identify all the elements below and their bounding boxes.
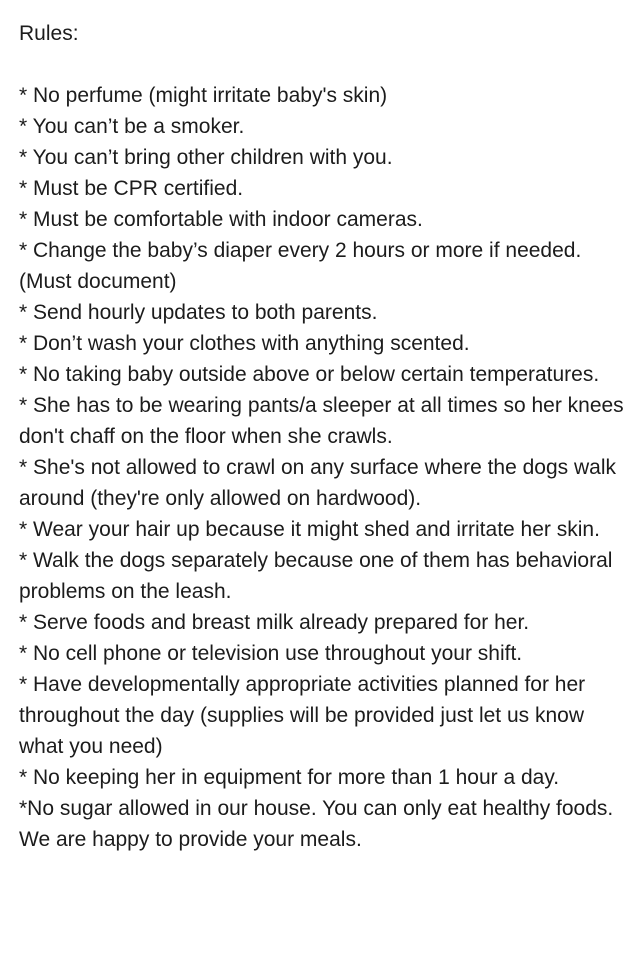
rule-cpr-certified: * Must be CPR certified. (19, 177, 244, 200)
rule-walk-dogs-separately: * Walk the dogs separately because one of them has behavioral problems on the leash. (19, 549, 613, 603)
rule-hair-up: * Wear your hair up because it might shed and irritate her skin. (19, 518, 600, 541)
rule-pants-sleeper: * She has to be wearing pants/a sleeper at all times so her knees don't chaff on the floor when she crawls. (19, 394, 624, 448)
rule-no-other-children: * You can’t bring other children with you. (19, 146, 393, 169)
rules-heading: Rules: (19, 22, 79, 45)
rules-list (19, 80, 629, 855)
rule-hourly-updates: * Send hourly updates to both parents. (19, 301, 378, 324)
rule-unscented-laundry: * Don’t wash your clothes with anything scented. (19, 332, 470, 355)
rule-prepared-foods: * Serve foods and breast milk already prepared for her. (19, 611, 530, 634)
rule-planned-activities: * Have developmentally appropriate activities planned for her throughout the day (supplies will be provided just let us know what you need) (19, 673, 586, 758)
rule-diaper-change: * Change the baby’s diaper every 2 hours or more if needed. (Must document) (19, 239, 582, 293)
rule-indoor-cameras: * Must be comfortable with indoor cameras. (19, 208, 423, 231)
rule-crawl-surfaces: * She's not allowed to crawl on any surface where the dogs walk around (they're only allowed on hardwood). (19, 456, 617, 510)
rule-outdoor-temperatures: * No taking baby outside above or below certain temperatures. (19, 363, 600, 386)
rule-no-sugar: *No sugar allowed in our house. You can only eat healthy foods. We are happy to provide your meals. (19, 797, 614, 851)
post-text (19, 18, 629, 855)
rule-no-perfume: * No perfume (might irritate baby's skin) (19, 84, 388, 107)
rule-no-phone-tv: * No cell phone or television use throughout your shift. (19, 642, 523, 665)
rule-no-smoker: * You can’t be a smoker. (19, 115, 245, 138)
rule-equipment-limit: * No keeping her in equipment for more than 1 hour a day. (19, 766, 560, 789)
blank-line (19, 49, 629, 80)
